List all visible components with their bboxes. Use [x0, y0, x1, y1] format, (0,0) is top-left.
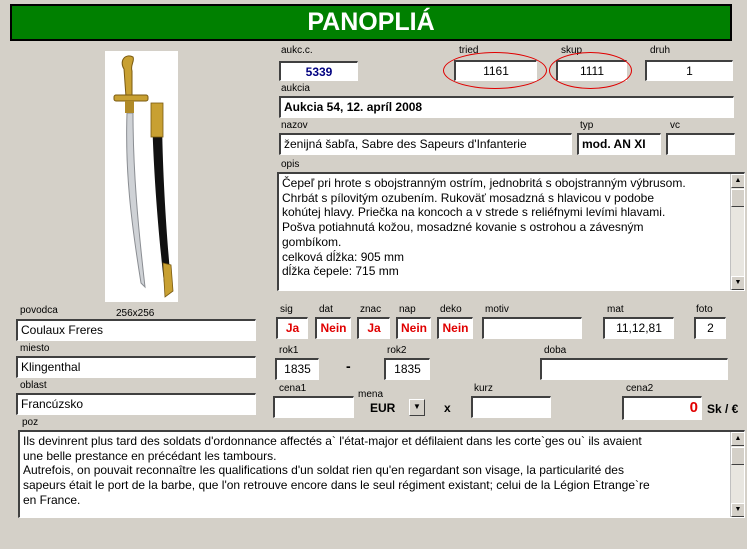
povodca-label: povodca [20, 305, 58, 316]
cena2-label: cena2 [626, 383, 654, 394]
motiv-field[interactable] [482, 317, 582, 339]
tried-highlight [443, 52, 547, 89]
scroll-down-icon[interactable]: ▼ [731, 503, 745, 517]
kurz-label: kurz [474, 383, 493, 394]
cena2-field[interactable]: 0 [622, 396, 702, 420]
scroll-thumb[interactable] [731, 447, 745, 465]
tried-field[interactable]: 1161 [454, 60, 537, 81]
opis-line: dĺžka čepele: 715 mm [282, 264, 399, 279]
mat-label: mat [607, 304, 624, 315]
doba-field[interactable] [540, 358, 728, 380]
mena-value: EUR [370, 401, 396, 415]
znac-label: znac [360, 304, 382, 315]
skup-highlight [549, 52, 632, 89]
dat-label: dat [319, 304, 333, 315]
miesto-field[interactable]: Klingenthal [16, 356, 256, 378]
sig-field[interactable]: Ja [276, 317, 308, 339]
opis-label: opis [281, 159, 300, 170]
scroll-down-icon[interactable]: ▼ [731, 276, 745, 290]
nazov-label: nazov [281, 120, 308, 131]
druh-field[interactable]: 1 [645, 60, 733, 81]
item-photo [105, 51, 178, 302]
scroll-up-icon[interactable]: ▲ [731, 432, 745, 446]
poz-label: poz [22, 417, 39, 428]
doba-label: doba [544, 345, 567, 356]
typ-field[interactable]: mod. AN XI [577, 133, 661, 155]
tried-label: tried [459, 45, 479, 56]
year-range-dash: - [346, 358, 351, 374]
opis-line: celková dĺžka: 905 mm [282, 249, 405, 264]
vc-field[interactable] [666, 133, 735, 155]
poz-line: sapeurs était le port de la barbe, que l'on retrouve encore dans le seul régiment existant; celui de la Légion Etrange`re [23, 478, 650, 493]
skup-field[interactable]: 1111 [556, 60, 627, 81]
nap-field[interactable]: Nein [396, 317, 431, 339]
image-size-label: 256x256 [116, 308, 155, 319]
sig-label: sig [280, 304, 293, 315]
rok1-label: rok1 [279, 345, 299, 356]
opis-line: kohútej hlavy. Priečka na koncoch a v strede s reliéfnymi levími hlavami. [282, 205, 666, 220]
rok1-field[interactable]: 1835 [275, 358, 319, 380]
rok2-label: rok2 [387, 345, 407, 356]
druh-label: druh [650, 45, 671, 56]
poz-line: en France. [23, 492, 81, 507]
aukcia-field[interactable]: Aukcia 54, 12. apríl 2008 [279, 96, 734, 118]
foto-field[interactable]: 2 [694, 317, 726, 339]
mena-dropdown-icon[interactable]: ▼ [409, 399, 425, 416]
kurz-field[interactable] [471, 396, 551, 418]
miesto-label: miesto [20, 343, 50, 354]
znac-field[interactable]: Ja [357, 317, 390, 339]
skup-label: skup [561, 45, 583, 56]
cena1-label: cena1 [279, 383, 307, 394]
cena1-field[interactable] [273, 396, 354, 418]
poz-scrollbar[interactable] [730, 432, 744, 517]
opis-line: Čepeľ pri hrote s obojstranným ostrím, jednobritá s obojstranným výbrusom. [282, 176, 686, 190]
app-title: PANOPLIÁ [10, 4, 732, 41]
aukcc-label: aukc.c. [281, 45, 313, 56]
rok2-field[interactable]: 1835 [384, 358, 430, 380]
poz-line: une belle prestance en précédant les tambours. [23, 448, 277, 463]
oblast-label: oblast [20, 380, 47, 391]
vc-label: vc [670, 120, 680, 131]
poz-textarea[interactable] [18, 430, 745, 518]
scroll-thumb[interactable] [731, 189, 745, 207]
nazov-field[interactable]: ženijná šabľa, Sabre des Sapeurs d'Infanterie [279, 133, 572, 155]
foto-label: foto [696, 304, 713, 315]
aukcia-label: aukcia [281, 83, 310, 94]
mena-label: mena [358, 389, 384, 400]
opis-line: gombíkom. [282, 234, 342, 249]
oblast-field[interactable]: Francúzsko [16, 393, 256, 415]
poz-line: Autrefois, on pouvait reconnaître les qualifications d'un soldat rien qu'en regardant son visage, la particularité des [23, 463, 624, 478]
currency-units-label: Sk / € [707, 402, 739, 416]
sabre-image [105, 51, 178, 302]
poz-line: Ils devinrent plus tard des soldats d'ordonnance affectés a` l'état-major et défilaient dans les corte`ges ou` ils avaient [23, 434, 642, 448]
deko-label: deko [440, 304, 462, 315]
opis-line: Pošva potiahnutá kožou, mosadzné kovanie s ostrohou a závesným [282, 220, 644, 235]
povodca-field[interactable]: Coulaux Freres [16, 319, 256, 341]
opis-textarea[interactable] [277, 172, 745, 291]
opis-scrollbar[interactable] [730, 174, 744, 290]
aukcc-field[interactable]: 5339 [279, 61, 358, 81]
scroll-up-icon[interactable]: ▲ [731, 174, 745, 188]
nap-label: nap [399, 304, 416, 315]
typ-label: typ [580, 120, 594, 131]
mat-field[interactable]: 11,12,81 [603, 317, 674, 339]
kurz-multiply-sign: x [444, 401, 451, 415]
deko-field[interactable]: Nein [437, 317, 473, 339]
dat-field[interactable]: Nein [315, 317, 351, 339]
opis-line: Chrbát s pílovitým ozubením. Rukoväť mosadzná s hlavicou v podobe [282, 190, 655, 205]
motiv-label: motiv [485, 304, 509, 315]
